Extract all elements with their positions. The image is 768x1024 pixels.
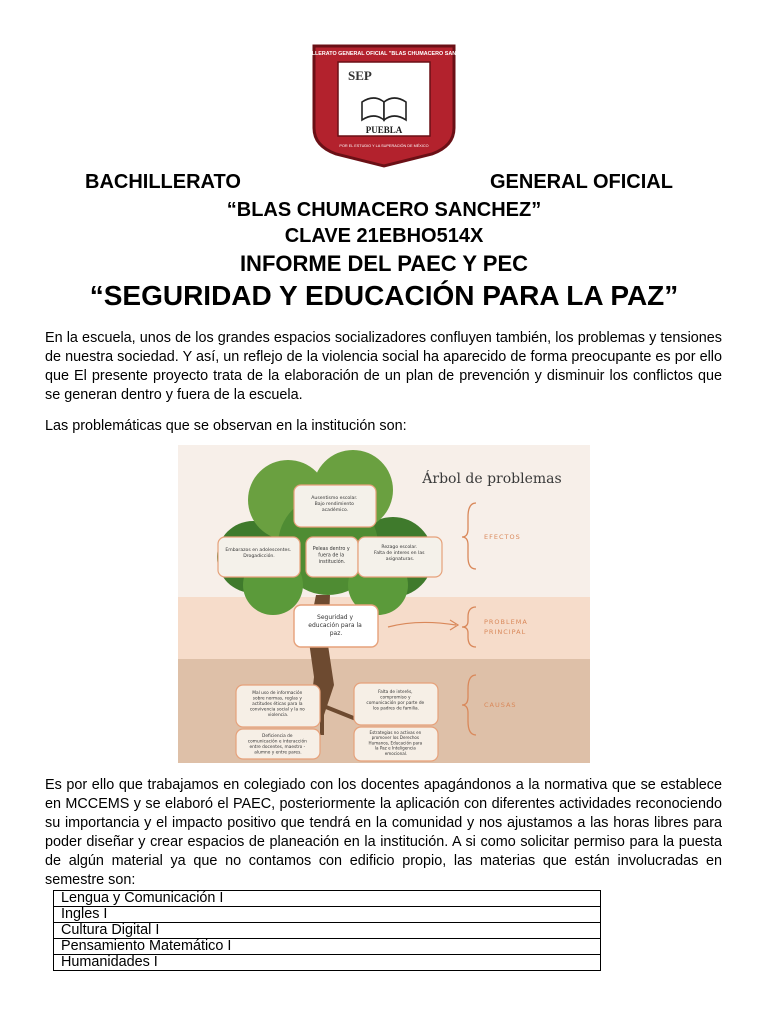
header-school-name: “BLAS CHUMACERO SANCHEZ” — [226, 199, 542, 221]
intro-paragraph: En la escuela, unos de los grandes espacios socializadores confluyen también, los problemas y tensiones de nuestra sociedad. Y así, un reflejo de la violencia social ha aparecido de forma preocupante es por ello que El presente proyecto trata de la elaboración de un plan de prevención y disminuir los conflictos que se generan dentro y fuera de la escuela. — [45, 330, 722, 403]
subject-cell: Humanidades I — [54, 955, 601, 971]
cause-card-2 — [354, 683, 438, 725]
logo-arc-text: BACHILLERATO GENERAL OFICIAL "BLAS CHUMACERO SANCHEZ" — [294, 51, 474, 57]
logo-bottom-text: POR EL ESTUDIO Y LA SUPERACIÓN DE MÉXICO — [339, 144, 429, 148]
tree-title: Árbol de problemas — [422, 471, 562, 487]
school-logo — [294, 44, 474, 168]
svg-text:Embarazos en adolescentes.: Embarazos en adolescentes. Drogadicción. — [225, 548, 292, 559]
header-clave: CLAVE 21EBHO514X — [284, 225, 484, 247]
svg-text:Falta de interés, compro: Falta de interés, compromiso y comunicación por parte de los padres de familia. — [366, 690, 425, 712]
subject-cell: Cultura Digital I — [54, 923, 601, 939]
svg-text:Mal uso de información s: Mal uso de información sobre normas, reglas y actitudes éticas para la convivencia social y la no violencia. — [249, 691, 305, 718]
header-informe: INFORME DEL PAEC Y PEC — [239, 251, 529, 276]
subject-cell: Pensamiento Matemático I — [54, 939, 601, 955]
table-row — [54, 955, 601, 971]
table-row — [54, 907, 601, 923]
logo-city-text: PUEBLA — [365, 125, 403, 135]
problems-intro-paragraph: Las problemáticas que se observan en la institución son: — [45, 418, 407, 434]
effect-card-right — [358, 537, 442, 577]
cause-card-3 — [236, 729, 320, 759]
problem-tree-figure — [178, 445, 590, 763]
subject-cell: Ingles I — [54, 907, 601, 923]
header-general-oficial: GENERAL OFICIAL — [490, 171, 673, 193]
table-row — [54, 891, 601, 907]
cause-card-4 — [354, 727, 438, 761]
svg-text:Seguridad y educación pa: Seguridad y educación para la paz. — [308, 614, 362, 637]
svg-text:Estrategias no activas en: Estrategias no activas en promover los Derechos Humanos, Educación para la Paz e Inteligencia emocional. — [368, 730, 423, 756]
causes-label: CAUSAS — [484, 701, 517, 709]
effect-card-top — [294, 485, 376, 527]
main-problem-card — [294, 605, 378, 647]
svg-text:Ausentismo escolar. Bajo: Ausentismo escolar. Bajo rendimiento académico. — [311, 496, 358, 513]
table-row — [54, 939, 601, 955]
document-title: “SEGURIDAD Y EDUCACIÓN PARA LA PAZ” — [89, 280, 679, 311]
header-bachillerato: BACHILLERATO — [85, 171, 241, 193]
effect-card-left — [218, 537, 300, 577]
effects-label: EFECTOS — [484, 533, 521, 541]
svg-text:Peleas dentro y fuera de: Peleas dentro y fuera de la institución. — [312, 547, 350, 565]
logo-sep-text: SEP — [348, 68, 372, 83]
table-row — [54, 923, 601, 939]
cause-card-1 — [236, 685, 320, 727]
main-problem-label-2: PRINCIPAL — [484, 628, 527, 636]
effect-card-center — [306, 537, 358, 577]
subjects-table — [53, 890, 601, 971]
svg-text:Rezago escolar. Falta de: Rezago escolar. Falta de interes en las asignaturas. — [373, 545, 425, 562]
subject-cell: Lengua y Comunicación I — [54, 891, 601, 907]
book-icon — [362, 98, 406, 120]
collegiate-paragraph: Es por ello que trabajamos en colegiado con los docentes apagándonos a la normativa que se establece en MCCEMS y se elaboró el PAEC, posteriormente la aplicación con diferentes actividades reconociendo su importancia y el impacto positivo que tendrá en la comunidad y nos ajustamos a las horas libres para poder diseñar y crear espacios de planeación en la institución. A si como solicitar permiso para la puesta de algún material ya que no contamos con edificio propio, las materias que están involucradas en semestre son: — [45, 777, 722, 888]
main-problem-label-1: PROBLEMA — [484, 618, 528, 626]
svg-text:Deficiencia de comunicac: Deficiencia de comunicación e interacción entre docentes, maestro - alumno y entre pares. — [247, 734, 307, 756]
